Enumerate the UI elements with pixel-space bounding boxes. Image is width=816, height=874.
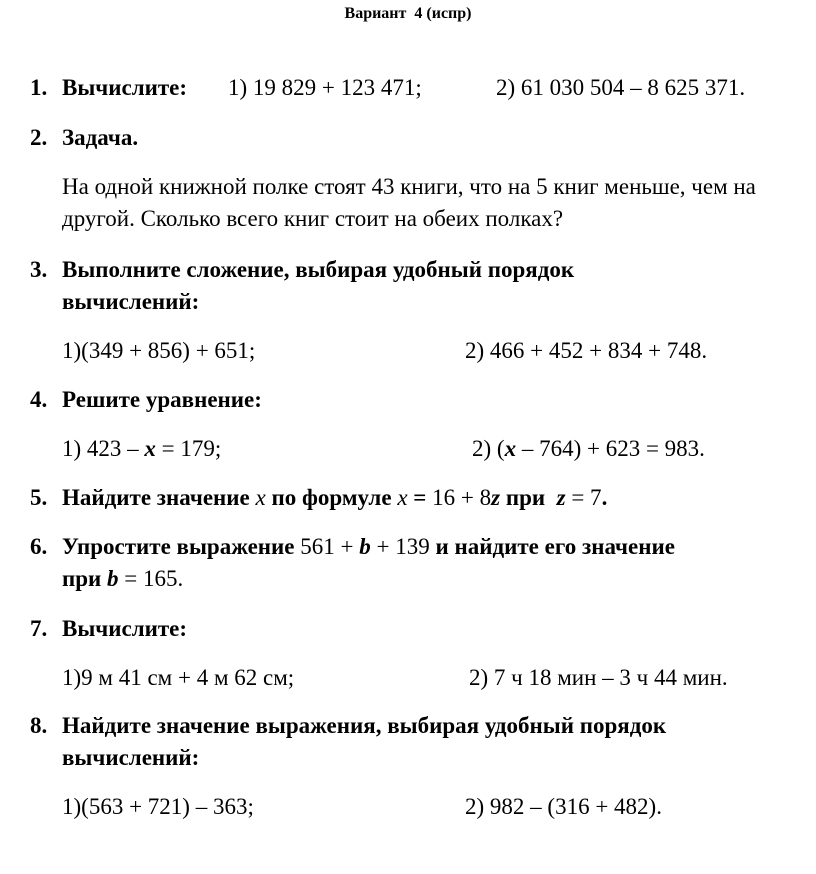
expr-text: 1) 423 – <box>62 436 145 461</box>
variable-z: z <box>491 485 501 510</box>
variable-x: x <box>255 485 266 510</box>
task-5 <box>30 482 796 514</box>
task-number: 2. <box>30 125 48 150</box>
task-2-text: На одной книжной полке стоят 43 книги, что на 5 книг меньше, чем на другой. Сколько всего книг стоит на обеих полках? <box>62 174 756 231</box>
variable-b: b <box>359 534 371 559</box>
task-title: Найдите значение выражения, выбирая удобный порядок вычислений: <box>62 713 667 770</box>
task-6 <box>30 531 796 595</box>
task-8-part-2: 2) 982 – (316 + 482). <box>465 794 662 819</box>
task-text: и найдите его значение <box>429 534 675 559</box>
variable-x: x <box>504 436 517 461</box>
task-number: 7. <box>30 616 48 641</box>
task-8 <box>30 710 796 774</box>
period: . <box>601 485 608 510</box>
variable-x: x <box>144 436 156 461</box>
variant-note: (испр) <box>426 5 472 22</box>
task-4 <box>30 384 796 416</box>
expr-text: 561 + <box>300 534 360 559</box>
variant-header <box>0 5 816 23</box>
variable-x: x <box>397 485 408 510</box>
expr-text: + 139 <box>370 534 430 559</box>
expr-text: = 179; <box>155 436 222 461</box>
task-7-part-1: 1)9 м 41 см + 4 м 62 см; <box>62 665 295 690</box>
task-text: Упростите выражение <box>62 534 301 559</box>
task-text: по формуле <box>265 485 398 510</box>
variable-z: z <box>556 485 566 510</box>
task-4-part-2 <box>472 433 705 465</box>
task-text: Найдите значение <box>62 485 256 510</box>
task-title: Вычислите: <box>62 616 188 641</box>
variable-b: b <box>107 566 119 591</box>
task-title: Выполните сложение, выбирая удобный порядок вычислений: <box>62 257 575 314</box>
task-3-part-1: 1)(349 + 856) + 651; <box>62 338 256 363</box>
variant-label: Вариант <box>344 5 407 22</box>
task-2 <box>30 122 796 154</box>
task-number: 8. <box>30 713 48 738</box>
task-4-part-1 <box>62 433 221 465</box>
task-title: Задача. <box>62 125 139 150</box>
task-number: 6. <box>30 534 48 559</box>
variant-number: 4 <box>414 5 423 22</box>
task-number: 1. <box>30 75 48 100</box>
task-number: 4. <box>30 387 48 412</box>
task-1-part-2: 2) 61 030 504 – 8 625 371. <box>496 75 746 100</box>
task-8-part-1: 1)(563 + 721) – 363; <box>62 794 254 819</box>
expr-text: – 764) + 623 = 983. <box>516 436 705 461</box>
task-text: при <box>62 566 108 591</box>
expr-text: 2) ( <box>472 436 505 461</box>
task-title: Решите уравнение: <box>62 387 262 412</box>
formula: 16 + 8 <box>432 485 492 510</box>
task-1-part-1: 1) 19 829 + 123 471; <box>228 75 422 100</box>
task-text: при <box>500 485 551 510</box>
task-number: 3. <box>30 257 48 282</box>
task-3 <box>30 254 796 318</box>
task-number: 5. <box>30 485 48 510</box>
task-7-part-2: 2) 7 ч 18 мин – 3 ч 44 мин. <box>469 665 728 690</box>
value: = 165. <box>118 566 184 591</box>
task-7 <box>30 613 796 645</box>
task-3-part-2: 2) 466 + 452 + 834 + 748. <box>465 338 708 363</box>
task-title: Вычислите: <box>62 75 188 100</box>
equals-sign: = <box>407 485 433 510</box>
value: = 7 <box>565 485 602 510</box>
